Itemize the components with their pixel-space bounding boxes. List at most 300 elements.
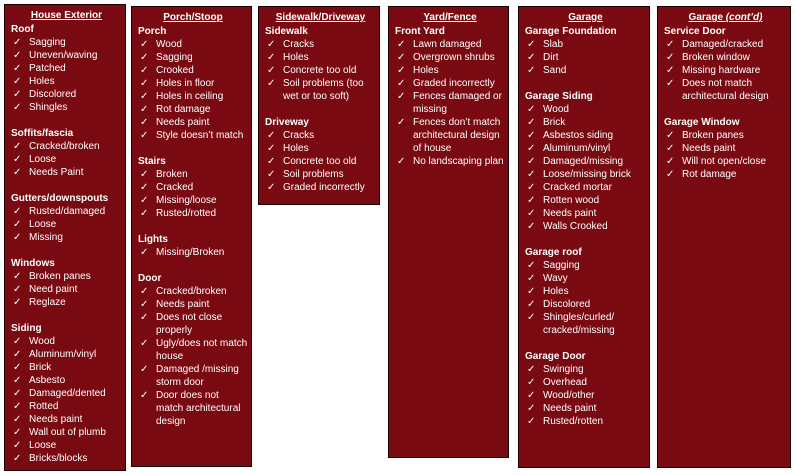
checkmark-icon: ✓ [140,91,149,102]
checklist [525,38,646,77]
checkmark-icon: ✓ [666,65,675,76]
checklist-item [525,142,646,155]
checkmark-icon: ✓ [267,130,276,141]
checkmark-icon: ✓ [140,130,149,141]
checklist [265,38,376,103]
column-title [138,11,248,24]
checkmark-icon: ✓ [13,440,22,451]
checklist-item [11,374,122,387]
checklist-item [265,51,376,64]
checklist-item [664,142,787,155]
checklist-section [525,246,646,337]
checkmark-icon: ✓ [666,39,675,50]
checkmark-icon: ✓ [13,63,22,74]
checklist-item [525,51,646,64]
checklist-item [395,51,505,64]
checklist-item-label: Concrete too old [283,65,357,76]
checkmark-icon: ✓ [140,117,149,128]
checklist-item [265,168,376,181]
checklist-section [11,127,122,179]
checklist-item-label: Fences damaged or missing [413,91,502,115]
checkmark-icon: ✓ [267,78,276,89]
checklist-item-label: Rusted/damaged [29,206,106,217]
column-title-text: Yard/Fence [423,12,477,23]
checklist-item [138,311,248,337]
checkmark-icon: ✓ [666,169,675,180]
section-title: Siding [11,323,42,334]
checklist-item [11,153,122,166]
checklist-item-label: Wall out of plumb [29,427,106,438]
checklist-item-label: Aluminum/vinyl [543,143,611,154]
checklist-item-label: Brick [543,117,566,128]
checkmark-icon: ✓ [527,195,536,206]
checklist-item [138,64,248,77]
section-title: Front Yard [395,26,445,37]
checklist-item-label: Asbesto [29,375,66,386]
checkmark-icon: ✓ [267,169,276,180]
checkmark-icon: ✓ [13,271,22,282]
checklist-section [525,90,646,233]
checklist-item-label: Sagging [543,260,580,271]
checklist-item-label: Concrete too old [283,156,357,167]
checklist-item [265,142,376,155]
checkmark-icon: ✓ [13,76,22,87]
checklist-item [525,311,646,337]
checkmark-icon: ✓ [527,260,536,271]
checklist-item [138,337,248,363]
checkmark-icon: ✓ [267,52,276,63]
checkmark-icon: ✓ [13,206,22,217]
checkmark-icon: ✓ [267,65,276,76]
checklist-item [11,205,122,218]
checklist-item-label: Holes [283,143,309,154]
checklist-item [395,64,505,77]
checklist-item [11,231,122,244]
checkmark-icon: ✓ [140,78,149,89]
checkmark-icon: ✓ [13,167,22,178]
checklist-item [11,270,122,283]
checklist-item-label: Needs paint [543,403,597,414]
checkmark-icon: ✓ [527,377,536,388]
checklist-section [664,25,787,103]
checklist-item-label: Shingles [29,102,68,113]
section-title: Garage Siding [525,91,593,102]
checklist-item [138,194,248,207]
checklist-section [664,116,787,181]
column-title [11,9,122,22]
checkmark-icon: ✓ [527,39,536,50]
checklist-item [525,376,646,389]
checklist-item [525,272,646,285]
checklist-item [138,207,248,220]
checklist-item-label: Wavy [543,273,568,284]
checklist-item-label: Holes [543,286,569,297]
checkmark-icon: ✓ [13,89,22,100]
checkmark-icon: ✓ [140,286,149,297]
checklist-item-label: Soil problems (too wet or too soft) [283,78,364,102]
checklist-item [525,155,646,168]
checkmark-icon: ✓ [13,50,22,61]
checklist-item-label: Holes [413,65,439,76]
checklist-item-label: Dirt [543,52,559,63]
checkmark-icon: ✓ [140,338,149,349]
column-title-text: Porch/Stoop [163,12,223,23]
column-porch-stoop [131,6,252,467]
section-title: Lights [138,234,168,245]
checklist-item [138,363,248,389]
checklist-item [525,207,646,220]
checkmark-icon: ✓ [527,403,536,414]
checkmark-icon: ✓ [13,37,22,48]
column-title [664,11,787,24]
checklist-item-label: Sagging [29,37,66,48]
checklist-item-label: Asbestos siding [543,130,614,141]
column-title [395,11,505,24]
checklist-item [11,62,122,75]
checklist-item [11,101,122,114]
column-house-exterior [4,4,126,471]
checkmark-icon: ✓ [13,375,22,386]
checklist-item [265,129,376,142]
checklist-item [265,155,376,168]
checklist-item-label: Overgrown shrubs [413,52,495,63]
checklist-section [525,25,646,77]
checkmark-icon: ✓ [140,390,149,401]
column-sidewalk-driveway [258,6,380,205]
checklist [525,259,646,337]
checklist-item [525,259,646,272]
checklist [265,129,376,194]
checklist-item-label: Wood [29,336,55,347]
checklist-item [664,64,787,77]
checklist-item [664,129,787,142]
checklist-item [525,389,646,402]
checkmark-icon: ✓ [397,78,406,89]
checkmark-icon: ✓ [397,39,406,50]
checklist [395,38,505,168]
checkmark-icon: ✓ [527,312,536,323]
checklist-item-label: Does not close properly [156,312,223,336]
checklist-item [11,426,122,439]
checkmark-icon: ✓ [527,65,536,76]
checklist-section [11,23,122,114]
checklist-item-label: Overhead [543,377,587,388]
checklist-item [525,38,646,51]
section-title: Gutters/downspouts [11,193,109,204]
checklist-item [395,155,505,168]
checklist [11,270,122,309]
checkmark-icon: ✓ [13,336,22,347]
section-title: Service Door [664,26,726,37]
checkmark-icon: ✓ [13,427,22,438]
column-title-text: Garage [568,12,603,23]
checklist [11,140,122,179]
checkmark-icon: ✓ [666,130,675,141]
checklist-item [138,298,248,311]
checklist-item-label: Patched [29,63,66,74]
checklist-section [138,155,248,220]
checklist-item-label: Needs paint [156,117,210,128]
checklist-item [395,90,505,116]
checkmark-icon: ✓ [527,182,536,193]
checkmark-icon: ✓ [140,312,149,323]
checklist-item-label: Holes in floor [156,78,215,89]
checkmark-icon: ✓ [13,453,22,464]
checklist-item-label: Lawn damaged [413,39,482,50]
checklist-item-label: Walls Crooked [543,221,608,232]
checklist-item-label: Aluminum/vinyl [29,349,97,360]
checkmark-icon: ✓ [13,154,22,165]
checklist-item-label: Soil problems [283,169,344,180]
column-garage-contd [657,6,791,468]
checklist [525,103,646,233]
checklist-item [664,51,787,64]
checklist-item [664,155,787,168]
checkmark-icon: ✓ [140,208,149,219]
checklist-item [11,452,122,465]
checklist-section [138,233,248,259]
checklist-item [11,88,122,101]
checklist-section [265,25,376,103]
checklist-item-label: Loose [29,154,57,165]
checkmark-icon: ✓ [13,284,22,295]
checklist-item [11,75,122,88]
checkmark-icon: ✓ [397,65,406,76]
checkmark-icon: ✓ [140,299,149,310]
checklist-item-label: Needs paint [156,299,210,310]
checklist-item-label: No landscaping plan [413,156,504,167]
checklist [138,168,248,220]
checklist-item-label: Broken panes [29,271,91,282]
checklist [664,38,787,103]
column-title-text: Garage [688,12,724,23]
checklist-item-label: Style doesn’t match [156,130,244,141]
checkmark-icon: ✓ [397,117,406,128]
checklist-item-label: Rotten wood [543,195,600,206]
checklist [11,36,122,114]
checklist-item [11,400,122,413]
checklist-item [11,166,122,179]
checkmark-icon: ✓ [527,273,536,284]
checklist-item-label: Cracked/broken [156,286,227,297]
checklist-item-label: Holes [283,52,309,63]
checkmark-icon: ✓ [13,219,22,230]
checklist-item-label: Needs paint [29,414,83,425]
checklist-item [525,168,646,181]
checklist-item-label: Shingles/curled/ cracked/missing [543,312,615,336]
checklist-item-label: Rot damage [682,169,737,180]
checklist-item [11,49,122,62]
checklist [11,205,122,244]
checkmark-icon: ✓ [267,143,276,154]
checkmark-icon: ✓ [13,388,22,399]
section-title: Door [138,273,162,284]
checklist-item [138,116,248,129]
checklist-section [11,192,122,244]
checklist-item [265,64,376,77]
checklist-item [525,285,646,298]
checklist-item [395,116,505,155]
checklist-item [138,51,248,64]
column-yard-fence [388,6,509,458]
checklist-section [525,350,646,428]
checklist-item [11,335,122,348]
checklist-item-label: Loose/missing brick [543,169,631,180]
checkmark-icon: ✓ [527,208,536,219]
checkmark-icon: ✓ [13,362,22,373]
checklist-item-label: Discolored [543,299,591,310]
checkmark-icon: ✓ [527,156,536,167]
checklist-item-label: Broken window [682,52,750,63]
checkmark-icon: ✓ [140,247,149,258]
checklist-item [525,402,646,415]
section-title: Garage Foundation [525,26,617,37]
checklist-item [525,103,646,116]
checklist-item [664,77,787,103]
checklist-item-label: Rotted [29,401,59,412]
checklist-item-label: Bricks/blocks [29,453,88,464]
section-title: Soffits/fascia [11,128,74,139]
checklist-item-label: Wood/other [543,390,595,401]
column-title [525,11,646,24]
checkmark-icon: ✓ [527,390,536,401]
checklist [664,129,787,181]
checklist-item [138,246,248,259]
checklist-item-label: Rusted/rotted [156,208,217,219]
checklist-item-label: Needs Paint [29,167,84,178]
checkmark-icon: ✓ [140,182,149,193]
checklist-item [525,298,646,311]
checkmark-icon: ✓ [527,416,536,427]
checklist-section [11,257,122,309]
checklist-item [11,361,122,374]
checklist-item [525,194,646,207]
checklist-item-label: Brick [29,362,52,373]
checklist-item-label: Holes [29,76,55,87]
checklist-item [265,77,376,103]
checklist-item-label: Cracked/broken [29,141,100,152]
checklist-item-label: Reglaze [29,297,66,308]
checklist-item-label: Sagging [156,52,193,63]
checkmark-icon: ✓ [140,169,149,180]
checklist-item [664,38,787,51]
checklist-item-label: Rusted/rotten [543,416,604,427]
checklist-item-label: Need paint [29,284,78,295]
checkmark-icon: ✓ [140,65,149,76]
checklist-item-label: Missing/Broken [156,247,225,258]
checklist-item-label: Cracked [156,182,194,193]
checkmark-icon: ✓ [666,143,675,154]
checklist-item [11,413,122,426]
column-title-text: Sidewalk/Driveway [275,12,366,23]
section-title: Garage roof [525,247,582,258]
checklist-item-label: Loose [29,219,57,230]
checklist-item-label: Will not open/close [682,156,766,167]
checklist-item-label: Does not match architectural design [682,78,769,102]
checklist-item-label: Needs paint [543,208,597,219]
checklist-item-label: Crooked [156,65,194,76]
checklist-item-label: Wood [156,39,182,50]
checklist-item-label: Damaged /missing storm door [156,364,239,388]
checklist-section [395,25,505,168]
checklist-section [265,116,376,194]
checklist-item-label: Door does not match architectural design [156,390,241,427]
checkmark-icon: ✓ [140,195,149,206]
checkmark-icon: ✓ [267,182,276,193]
checklist-item-label: Rot damage [156,104,211,115]
checklist-item-label: Swinging [543,364,584,375]
checklist-item-label: Missing hardware [682,65,761,76]
checkmark-icon: ✓ [140,364,149,375]
checklist-item [11,140,122,153]
column-title-text: House Exterior [30,10,103,21]
checkmark-icon: ✓ [13,401,22,412]
checkmark-icon: ✓ [267,156,276,167]
checkmark-icon: ✓ [397,91,406,102]
checklist [525,363,646,428]
checklist-item [11,387,122,400]
checklist-item [11,348,122,361]
checklist [138,246,248,259]
checklist-item-label: Ugly/does not match house [156,338,248,362]
checklist-item-label: Graded incorrectly [413,78,495,89]
checklist-section [138,272,248,428]
section-title: Stairs [138,156,166,167]
checklist-item-label: Discolored [29,89,77,100]
section-title: Roof [11,24,34,35]
checkmark-icon: ✓ [13,141,22,152]
checkmark-icon: ✓ [140,104,149,115]
checkmark-icon: ✓ [527,52,536,63]
checkmark-icon: ✓ [527,169,536,180]
checklist-item-label: Holes in ceiling [156,91,224,102]
checklist [138,38,248,142]
checklist-item-label: Cracked mortar [543,182,612,193]
checklist-item-label: Cracks [283,130,315,141]
checklist-item [525,129,646,142]
section-title: Windows [11,258,55,269]
checkmark-icon: ✓ [527,286,536,297]
checkmark-icon: ✓ [527,104,536,115]
section-title: Garage Window [664,117,740,128]
checkmark-icon: ✓ [13,232,22,243]
checkmark-icon: ✓ [13,414,22,425]
checklist-item [525,64,646,77]
checkmark-icon: ✓ [13,102,22,113]
checkmark-icon: ✓ [13,349,22,360]
checklist-item-label: Damaged/missing [543,156,624,167]
checklist-item [138,103,248,116]
checkmark-icon: ✓ [527,117,536,128]
checkmark-icon: ✓ [397,52,406,63]
checklist-item [11,283,122,296]
checklist-item [138,38,248,51]
checklist-item [11,296,122,309]
checklist-item [265,181,376,194]
checkmark-icon: ✓ [527,143,536,154]
checklist-section [138,25,248,142]
column-garage [518,6,650,468]
checklist-section [11,322,122,465]
checklist-item [138,90,248,103]
checkmark-icon: ✓ [666,78,675,89]
checkmark-icon: ✓ [140,52,149,63]
checklist-item [11,218,122,231]
checkmark-icon: ✓ [527,364,536,375]
checkmark-icon: ✓ [267,39,276,50]
checklist-item [138,389,248,428]
checklist-item [138,129,248,142]
